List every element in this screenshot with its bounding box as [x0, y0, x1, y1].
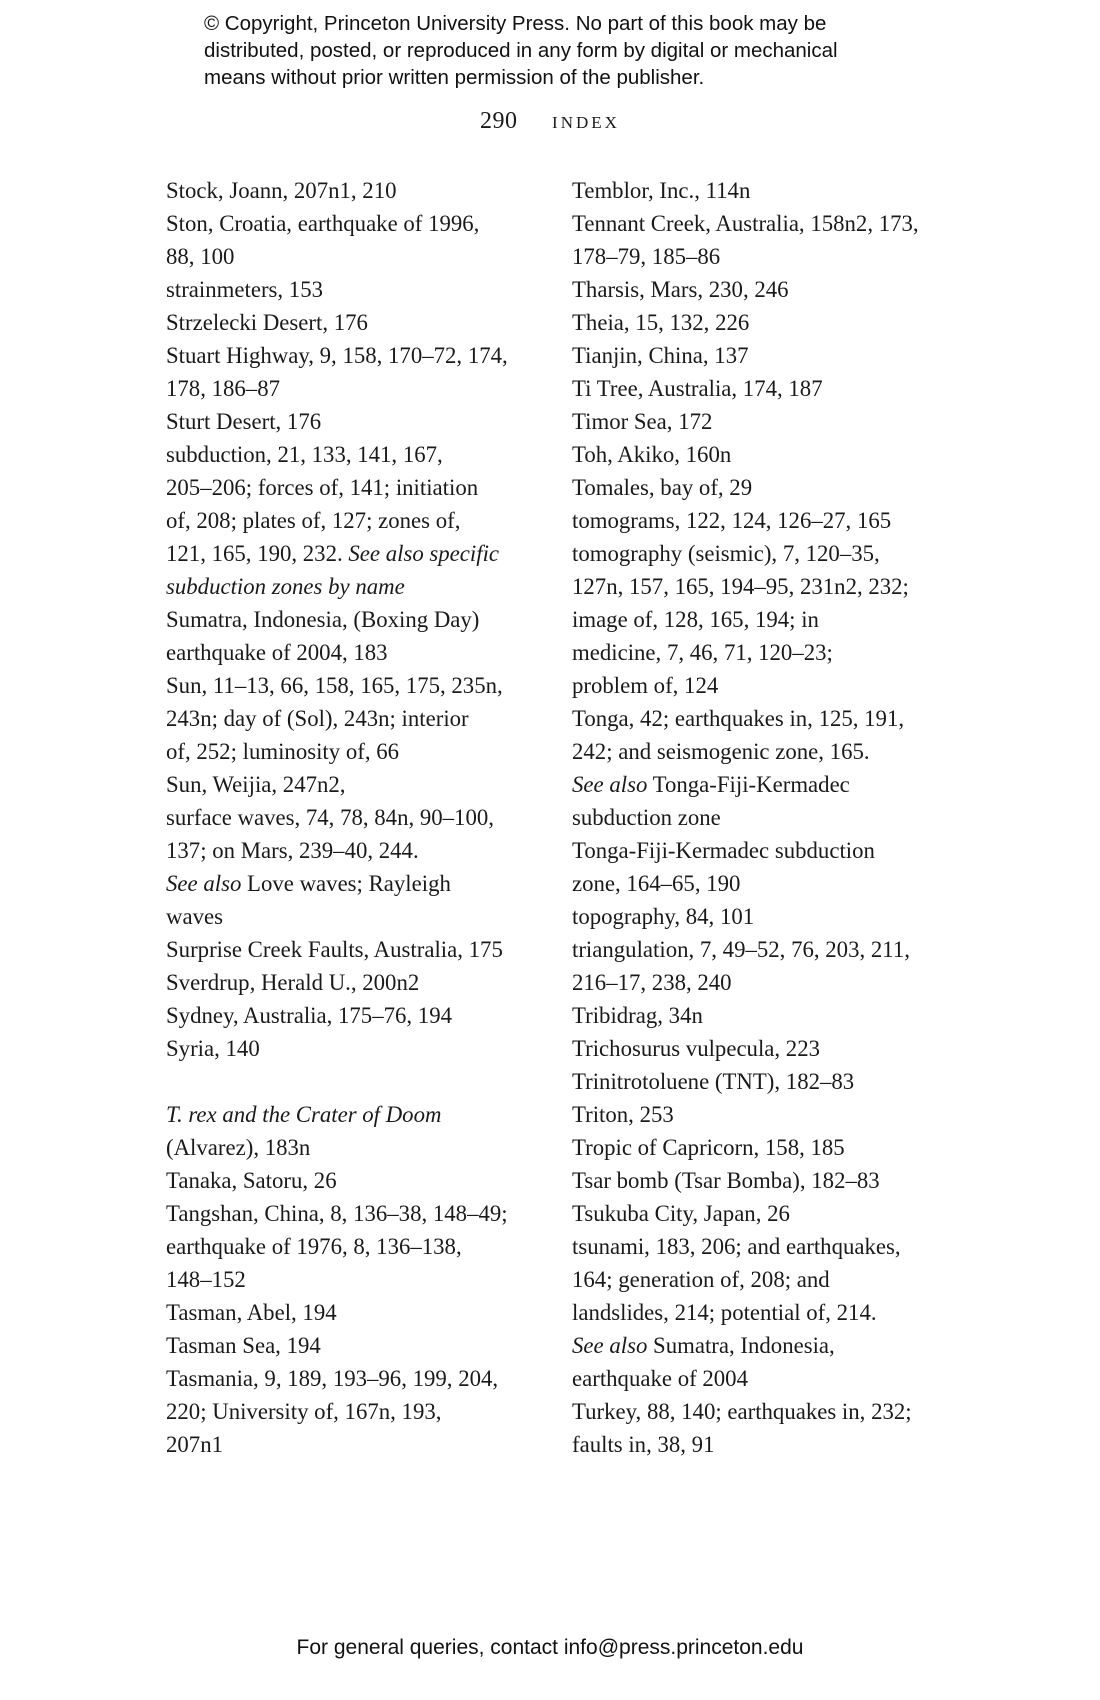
index-entry-line	[572, 1329, 972, 1362]
running-head	[0, 108, 1100, 135]
index-entry-line	[166, 867, 546, 900]
copyright-line: © Copyright, Princeton University Press. No part of this book may be	[204, 12, 827, 35]
index-entry-line	[572, 1296, 972, 1329]
entry-text: topography, 84, 101	[572, 904, 755, 929]
index-entry-line	[166, 1098, 546, 1131]
entry-text: 243n; day of (Sol), 243n; interior	[166, 706, 469, 731]
entry-text: (Alvarez), 183n	[166, 1135, 311, 1160]
index-entry	[572, 1065, 972, 1098]
index-entry-line	[572, 570, 972, 603]
entry-text: earthquake of 1976, 8, 136–138,	[166, 1234, 462, 1259]
entry-text: Triton, 253	[572, 1102, 674, 1127]
index-entry-line	[572, 933, 972, 966]
entry-text: Ston, Croatia, earthquake of 1996,	[166, 211, 480, 236]
index-entry-line	[572, 273, 972, 306]
italic-text: subduction zones by name	[166, 574, 405, 599]
index-entry	[166, 438, 546, 603]
index-entry	[166, 768, 546, 801]
entry-text: Tasmania, 9, 189, 193–96, 199, 204,	[166, 1366, 499, 1391]
index-entry-line	[572, 636, 972, 669]
index-entry-line	[166, 669, 546, 702]
entry-text: 216–17, 238, 240	[572, 970, 732, 995]
index-entry-line	[166, 1032, 546, 1065]
index-entry-line	[572, 669, 972, 702]
entry-text: Tsar bomb (Tsar Bomba), 182–83	[572, 1168, 880, 1193]
entry-text: surface waves, 74, 78, 84n, 90–100,	[166, 805, 494, 830]
entry-text: Syria, 140	[166, 1036, 260, 1061]
entry-text: 164; generation of, 208; and	[572, 1267, 830, 1292]
entry-text: faults in, 38, 91	[572, 1432, 715, 1457]
entry-text: Tsukuba City, Japan, 26	[572, 1201, 790, 1226]
index-entry	[572, 1395, 972, 1461]
index-entry	[166, 966, 546, 999]
index-entry	[166, 603, 546, 669]
index-entry	[166, 1032, 546, 1065]
index-entry-line	[572, 900, 972, 933]
index-entry-line	[572, 801, 972, 834]
index-entry-line	[166, 240, 546, 273]
copyright-line: distributed, posted, or reproduced in any form by digital or mechanical	[204, 39, 838, 62]
index-entry-line	[572, 1197, 972, 1230]
entry-text: Love waves; Rayleigh	[241, 871, 451, 896]
entry-text: Timor Sea, 172	[572, 409, 713, 434]
index-entry	[166, 669, 546, 768]
entry-text: 137; on Mars, 239–40, 244.	[166, 838, 419, 863]
index-entry-line	[166, 1395, 546, 1428]
index-entry-line	[572, 834, 972, 867]
entry-text: tomograms, 122, 124, 126–27, 165	[572, 508, 892, 533]
entry-text: Tangshan, China, 8, 136–38, 148–49;	[166, 1201, 508, 1226]
index-entry-line	[572, 1065, 972, 1098]
index-entry-line	[572, 471, 972, 504]
index-entry	[572, 1131, 972, 1164]
index-entry-line	[166, 306, 546, 339]
index-entry	[166, 1197, 546, 1296]
index-entry-line	[166, 1230, 546, 1263]
index-entry	[572, 372, 972, 405]
entry-text: Tribidrag, 34n	[572, 1003, 703, 1028]
index-entry-line	[572, 240, 972, 273]
index-entry-line	[166, 702, 546, 735]
italic-text: See also	[572, 1333, 648, 1358]
italic-text: See also	[572, 772, 648, 797]
index-entry	[166, 207, 546, 273]
index-entry	[166, 339, 546, 405]
entry-text: 205–206; forces of, 141; initiation	[166, 475, 479, 500]
index-entry	[572, 834, 972, 900]
index-entry	[572, 438, 972, 471]
index-entry	[572, 900, 972, 933]
entry-text: Theia, 15, 132, 226	[572, 310, 750, 335]
entry-text: Stock, Joann, 207n1, 210	[166, 178, 397, 203]
index-entry	[572, 207, 972, 273]
index-entry-line	[166, 1329, 546, 1362]
index-entry	[166, 1164, 546, 1197]
index-entry	[572, 1230, 972, 1395]
index-entry	[166, 306, 546, 339]
index-entry-line	[572, 735, 972, 768]
copyright-notice	[204, 10, 924, 91]
entry-text: medicine, 7, 46, 71, 120–23;	[572, 640, 833, 665]
entry-text: 88, 100	[166, 244, 235, 269]
index-entry-line	[166, 1131, 546, 1164]
index-entry-line	[166, 504, 546, 537]
index-entry	[572, 273, 972, 306]
section-title: index	[552, 108, 620, 134]
index-entry-line	[572, 1032, 972, 1065]
entry-text: image of, 128, 165, 194; in	[572, 607, 819, 632]
entry-text: 242; and seismogenic zone, 165.	[572, 739, 870, 764]
index-entry-line	[166, 372, 546, 405]
index-entry	[572, 1098, 972, 1131]
entry-text: 207n1	[166, 1432, 223, 1457]
letter-group-gap	[166, 1065, 546, 1098]
index-entry-line	[166, 900, 546, 933]
index-entry-line	[572, 1230, 972, 1263]
entry-text: subduction zone	[572, 805, 721, 830]
entry-text: problem of, 124	[572, 673, 719, 698]
index-entry	[166, 801, 546, 933]
entry-text: earthquake of 2004, 183	[166, 640, 388, 665]
index-entry-line	[572, 174, 972, 207]
index-entry-line	[166, 207, 546, 240]
index-entry-line	[572, 207, 972, 240]
entry-text: Sun, Weijia, 247n2,	[166, 772, 346, 797]
index-entry	[572, 1032, 972, 1065]
index-entry-line	[166, 1164, 546, 1197]
entry-text: Tonga-Fiji-Kermadec subduction	[572, 838, 875, 863]
index-column-right	[572, 174, 972, 1461]
index-entry-line	[572, 1428, 972, 1461]
index-entry	[572, 504, 972, 537]
index-entry	[572, 933, 972, 999]
entry-text: Tonga-Fiji-Kermadec	[647, 772, 850, 797]
entry-text: Sumatra, Indonesia, (Boxing Day)	[166, 607, 480, 632]
index-column-left	[166, 174, 546, 1461]
index-entry-line	[166, 636, 546, 669]
entry-text: Strzelecki Desert, 176	[166, 310, 368, 335]
index-entry-line	[572, 1362, 972, 1395]
index-entry-line	[166, 339, 546, 372]
index-entry-line	[572, 867, 972, 900]
entry-text: zone, 164–65, 190	[572, 871, 741, 896]
index-entry-line	[166, 273, 546, 306]
index-entry	[572, 1164, 972, 1197]
index-entry-line	[572, 1098, 972, 1131]
index-entry-line	[572, 339, 972, 372]
entry-text: earthquake of 2004	[572, 1366, 748, 1391]
index-entry-line	[572, 306, 972, 339]
entry-text: of, 208; plates of, 127; zones of,	[166, 508, 461, 533]
index-entry	[166, 1098, 546, 1164]
entry-text: strainmeters, 153	[166, 277, 324, 302]
index-entry-line	[572, 999, 972, 1032]
index-entry-line	[572, 438, 972, 471]
entry-text: Sydney, Australia, 175–76, 194	[166, 1003, 452, 1028]
index-entry-line	[166, 438, 546, 471]
index-entry	[572, 306, 972, 339]
index-entry-line	[572, 1164, 972, 1197]
index-entry	[166, 1296, 546, 1329]
entry-text: Tropic of Capricorn, 158, 185	[572, 1135, 845, 1160]
entry-text: tomography (seismic), 7, 120–35,	[572, 541, 880, 566]
index-entry	[572, 339, 972, 372]
index-entry-line	[166, 1197, 546, 1230]
entry-text: landslides, 214; potential of, 214.	[572, 1300, 877, 1325]
index-entry-line	[572, 372, 972, 405]
index-entry-line	[166, 735, 546, 768]
index-entry-line	[166, 570, 546, 603]
entry-text: subduction, 21, 133, 141, 167,	[166, 442, 443, 467]
entry-text: Sumatra, Indonesia,	[647, 1333, 835, 1358]
entry-text: Tonga, 42; earthquakes in, 125, 191,	[572, 706, 905, 731]
entry-text: Surprise Creek Faults, Australia, 175	[166, 937, 503, 962]
index-entry-line	[166, 768, 546, 801]
index-entry-line	[572, 768, 972, 801]
index-entry	[166, 174, 546, 207]
index-entry	[572, 174, 972, 207]
index-entry-line	[572, 1263, 972, 1296]
entry-text: 127n, 157, 165, 194–95, 231n2, 232;	[572, 574, 909, 599]
index-entry	[572, 999, 972, 1032]
entry-text: Tomales, bay of, 29	[572, 475, 753, 500]
index-entry	[166, 273, 546, 306]
entry-text: Tianjin, China, 137	[572, 343, 749, 368]
index-entry-line	[572, 537, 972, 570]
entry-text: 178, 186–87	[166, 376, 280, 401]
index-entry	[572, 702, 972, 834]
index-entry-line	[166, 933, 546, 966]
index-entry-line	[572, 405, 972, 438]
index-entry-line	[572, 1395, 972, 1428]
entry-text: triangulation, 7, 49–52, 76, 203, 211,	[572, 937, 910, 962]
index-entry	[572, 405, 972, 438]
entry-text: 148–152	[166, 1267, 246, 1292]
index-entry-line	[166, 1296, 546, 1329]
index-entry-line	[166, 174, 546, 207]
entry-text: Stuart Highway, 9, 158, 170–72, 174,	[166, 343, 508, 368]
entry-text: Trichosurus vulpecula, 223	[572, 1036, 821, 1061]
entry-text: Sturt Desert, 176	[166, 409, 322, 434]
index-entry-line	[166, 999, 546, 1032]
entry-text: Tharsis, Mars, 230, 246	[572, 277, 789, 302]
entry-text: 220; University of, 167n, 193,	[166, 1399, 442, 1424]
entry-text: Tennant Creek, Australia, 158n2, 173,	[572, 211, 919, 236]
italic-text: See also specific	[348, 541, 500, 566]
entry-text: Temblor, Inc., 114n	[572, 178, 751, 203]
entry-text: 121, 165, 190, 232.	[166, 541, 349, 566]
index-entry-line	[166, 405, 546, 438]
index-entry-line	[572, 1131, 972, 1164]
index-entry	[166, 933, 546, 966]
footer-contact: For general queries, contact info@press.princeton.edu	[296, 1636, 804, 1659]
index-entry	[572, 1197, 972, 1230]
index-entry	[166, 1329, 546, 1362]
index-entry-line	[572, 702, 972, 735]
index-entry-line	[166, 834, 546, 867]
index-entry-line	[166, 966, 546, 999]
index-entry-line	[166, 603, 546, 636]
index-entry	[572, 471, 972, 504]
entry-text: of, 252; luminosity of, 66	[166, 739, 400, 764]
entry-text: Ti Tree, Australia, 174, 187	[572, 376, 823, 401]
index-entry-line	[166, 471, 546, 504]
index-entry-line	[166, 1362, 546, 1395]
entry-text: tsunami, 183, 206; and earthquakes,	[572, 1234, 901, 1259]
index-entry-line	[572, 603, 972, 636]
index-entry-line	[166, 1263, 546, 1296]
italic-text: See also	[166, 871, 242, 896]
entry-text: Sverdrup, Herald U., 200n2	[166, 970, 420, 995]
index-entry	[166, 405, 546, 438]
index-entry-line	[166, 1428, 546, 1461]
index-entry-line	[166, 801, 546, 834]
entry-text: Tasman Sea, 194	[166, 1333, 321, 1358]
copyright-line: means without prior written permission of the publisher.	[204, 66, 705, 89]
entry-text: Trinitrotoluene (TNT), 182–83	[572, 1069, 855, 1094]
italic-text: T. rex and the Crater of Doom	[166, 1102, 442, 1127]
entry-text: waves	[166, 904, 223, 929]
index-entry	[166, 999, 546, 1032]
index-entry	[166, 1362, 546, 1461]
entry-text: Tanaka, Satoru, 26	[166, 1168, 337, 1193]
entry-text: Sun, 11–13, 66, 158, 165, 175, 235n,	[166, 673, 503, 698]
entry-text: 178–79, 185–86	[572, 244, 721, 269]
index-entry-line	[166, 537, 546, 570]
entry-text: Toh, Akiko, 160n	[572, 442, 732, 467]
index-entry-line	[572, 966, 972, 999]
entry-text: Tasman, Abel, 194	[166, 1300, 337, 1325]
index-entry	[572, 537, 972, 702]
entry-text: Turkey, 88, 140; earthquakes in, 232;	[572, 1399, 912, 1424]
index-entry-line	[572, 504, 972, 537]
page-number: 290	[480, 108, 518, 134]
